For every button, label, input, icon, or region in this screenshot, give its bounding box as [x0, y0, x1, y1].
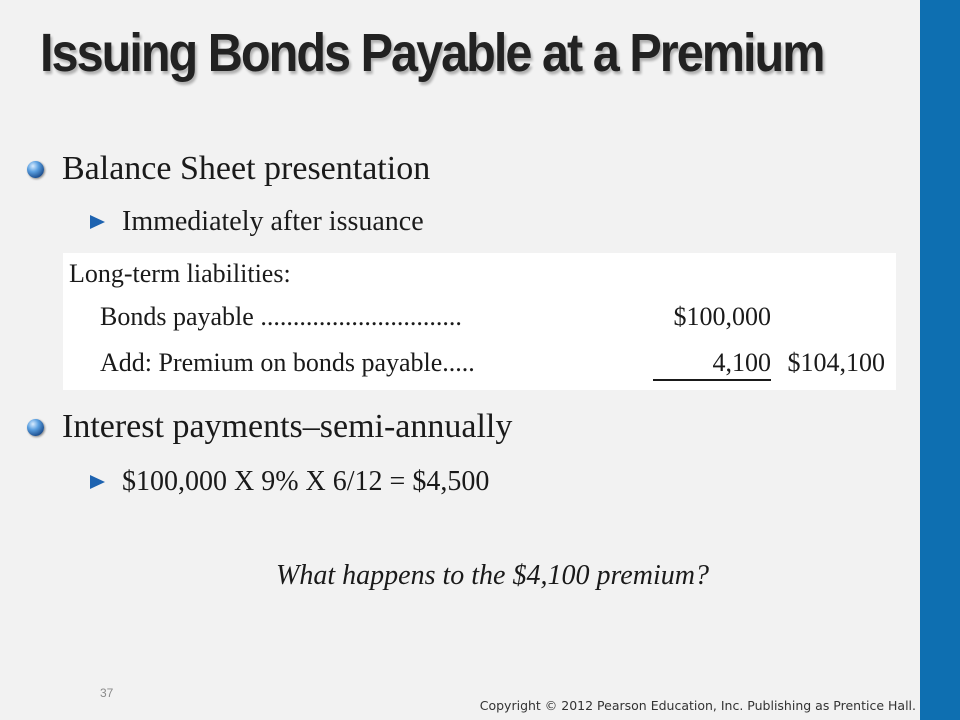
sub-bullet-calculation: [90, 466, 489, 498]
table-row-label: [100, 348, 475, 378]
bullet-interest-payments: [27, 408, 512, 446]
accent-band: [920, 0, 960, 720]
bullet-text: Balance Sheet presentation: [62, 150, 431, 187]
arrow-bullet-icon: [90, 215, 105, 229]
bullet-balance-sheet: [27, 150, 430, 188]
bullet-dot-icon: [27, 419, 44, 436]
sub-bullet-immediately: [90, 206, 424, 238]
slide-title: Issuing Bonds Payable at a Premium: [40, 23, 824, 83]
table-row-amount: 4,100: [712, 348, 771, 377]
balance-sheet-table: [63, 253, 896, 390]
row-label-text: Add: Premium on bonds payable: [100, 348, 443, 377]
row-leader: .....: [442, 348, 475, 377]
bullet-text: Interest payments–semi-annually: [62, 408, 513, 445]
amount-underline: [653, 379, 771, 381]
table-row-label: [100, 302, 462, 332]
sub-bullet-text: Immediately after issuance: [122, 206, 424, 237]
table-row-total: $104,100: [787, 348, 885, 377]
row-label-text: Bonds payable: [100, 302, 254, 331]
arrow-bullet-icon: [90, 475, 105, 489]
sub-bullet-text: $100,000 X 9% X 6/12 = $4,500: [122, 466, 490, 497]
bullet-dot-icon: [27, 161, 44, 178]
question-text: What happens to the $4,100 premium?: [276, 560, 709, 591]
page-number: 37: [100, 686, 114, 700]
table-row-amount: $100,000: [673, 302, 771, 331]
table-heading: Long-term liabilities:: [69, 259, 291, 288]
row-leader: ...............................: [253, 302, 462, 331]
copyright-text: Copyright © 2012 Pearson Education, Inc. Publishing as Prentice Hall.: [479, 698, 916, 713]
